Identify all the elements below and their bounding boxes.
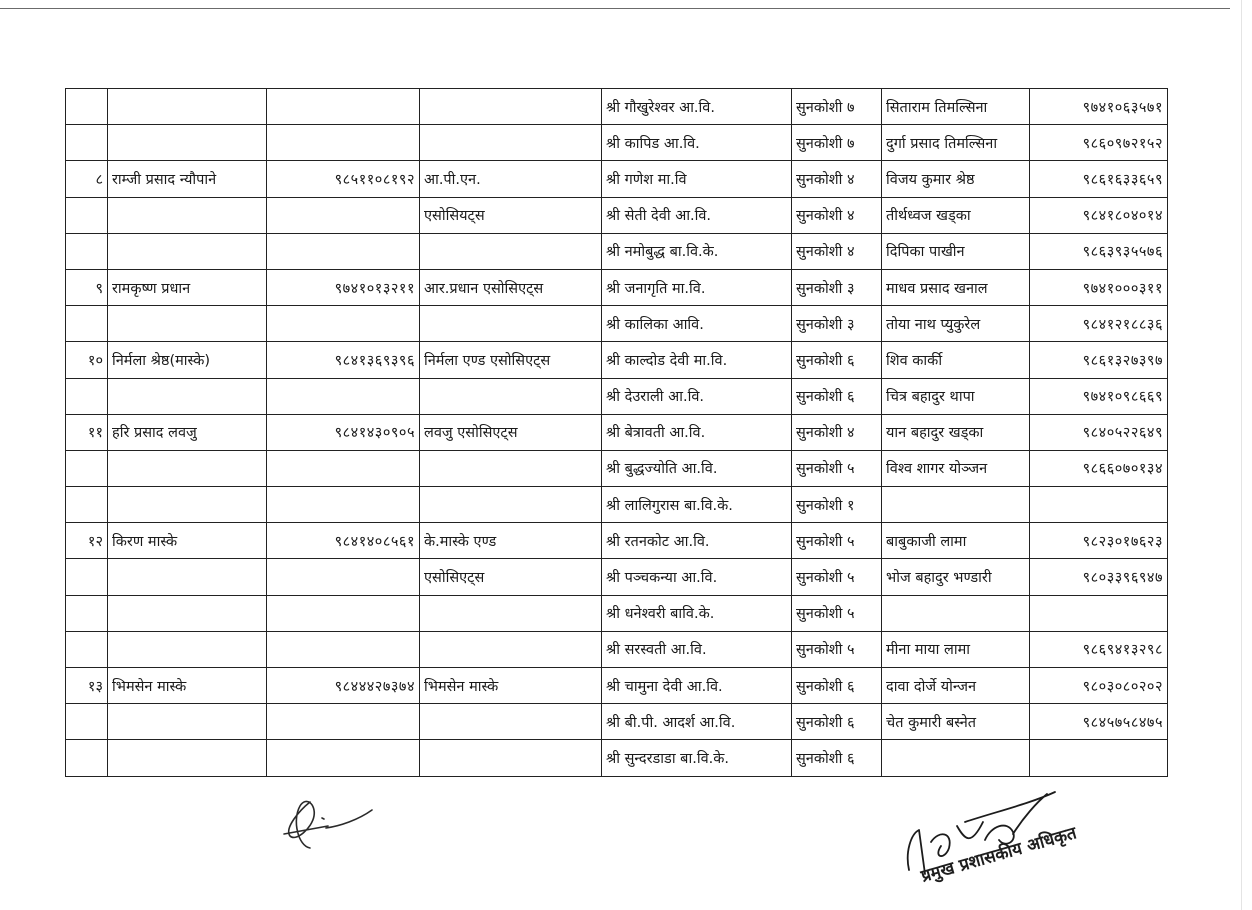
- cell-address: सुनकोशी ६: [792, 740, 882, 776]
- cell-school-name: श्री चामुना देवी आ.वि.: [602, 668, 792, 704]
- table-body: [66, 89, 1168, 777]
- cell-firm-name: [420, 89, 602, 125]
- cell-headteacher: भोज बहादुर भण्डारी: [882, 559, 1030, 595]
- cell-sn: [66, 233, 108, 269]
- cell-firm-name: [420, 125, 602, 161]
- table-row: [66, 631, 1168, 667]
- cell-consultant-phone: ९८५११०८१९२: [267, 161, 420, 197]
- cell-headteacher-phone: ९८२३०१७६२३: [1030, 523, 1168, 559]
- cell-address: सुनकोशी ४: [792, 197, 882, 233]
- cell-sn: ११: [66, 414, 108, 450]
- cell-consultant-phone: [267, 306, 420, 342]
- cell-consultant-phone: [267, 233, 420, 269]
- cell-headteacher: विजय कुमार श्रेष्ठ: [882, 161, 1030, 197]
- table-row: [66, 704, 1168, 740]
- cell-sn: [66, 378, 108, 414]
- table-row: [66, 487, 1168, 523]
- cell-school-name: श्री देउराली आ.वि.: [602, 378, 792, 414]
- cell-address: सुनकोशी ६: [792, 378, 882, 414]
- cell-headteacher-phone: [1030, 740, 1168, 776]
- cell-headteacher-phone: ९८४५७५८४७५: [1030, 704, 1168, 740]
- cell-consultant-name: [108, 306, 267, 342]
- cell-firm-name: एसोसिएट्स: [420, 559, 602, 595]
- cell-firm-name: [420, 378, 602, 414]
- table-row: [66, 89, 1168, 125]
- table-row: [66, 523, 1168, 559]
- cell-headteacher-phone: ९७४१०६३५७१: [1030, 89, 1168, 125]
- cell-headteacher-phone: ९८६०९७२१५२: [1030, 125, 1168, 161]
- cell-sn: ९: [66, 269, 108, 305]
- cell-consultant-phone: ९८४१४०८५६१: [267, 523, 420, 559]
- cell-headteacher-phone: ९८६६०७०१३४: [1030, 450, 1168, 486]
- cell-headteacher-phone: ९८६९४१३२९८: [1030, 631, 1168, 667]
- cell-address: सुनकोशी ५: [792, 559, 882, 595]
- cell-firm-name: [420, 233, 602, 269]
- cell-consultant-name: [108, 125, 267, 161]
- cell-address: सुनकोशी ६: [792, 342, 882, 378]
- cell-firm-name: [420, 450, 602, 486]
- cell-consultant-name: [108, 740, 267, 776]
- cell-school-name: श्री धनेश्वरी बावि.के.: [602, 595, 792, 631]
- signature-left: [270, 788, 380, 858]
- cell-headteacher-phone: ९८०३३९६९४७: [1030, 559, 1168, 595]
- cell-sn: [66, 631, 108, 667]
- table-row: [66, 306, 1168, 342]
- cell-firm-name: एसोसियट्स: [420, 197, 602, 233]
- table-row: [66, 595, 1168, 631]
- cell-firm-name: [420, 487, 602, 523]
- cell-address: सुनकोशी ७: [792, 89, 882, 125]
- cell-address: सुनकोशी ३: [792, 269, 882, 305]
- cell-address: सुनकोशी ४: [792, 414, 882, 450]
- cell-consultant-phone: [267, 197, 420, 233]
- cell-consultant-phone: [267, 450, 420, 486]
- cell-headteacher: यान बहादुर खड्का: [882, 414, 1030, 450]
- cell-headteacher: शिव कार्की: [882, 342, 1030, 378]
- cell-address: सुनकोशी ५: [792, 523, 882, 559]
- cell-school-name: श्री पञ्चकन्या आ.वि.: [602, 559, 792, 595]
- cell-address: सुनकोशी ६: [792, 668, 882, 704]
- cell-headteacher-phone: ९८६१६३३६५९: [1030, 161, 1168, 197]
- cell-consultant-phone: [267, 740, 420, 776]
- cell-consultant-name: भिमसेन मास्के: [108, 668, 267, 704]
- cell-school-name: श्री गौखुरेश्वर आ.वि.: [602, 89, 792, 125]
- table-row: [66, 450, 1168, 486]
- table-row: [66, 414, 1168, 450]
- cell-sn: [66, 306, 108, 342]
- cell-sn: [66, 559, 108, 595]
- cell-headteacher-phone: ९८६१३२७३९७: [1030, 342, 1168, 378]
- cell-headteacher: तोया नाथ प्युकुरेल: [882, 306, 1030, 342]
- cell-headteacher-phone: ९८४१८०४०१४: [1030, 197, 1168, 233]
- cell-address: सुनकोशी ६: [792, 704, 882, 740]
- table-row: [66, 378, 1168, 414]
- cell-sn: [66, 487, 108, 523]
- cell-consultant-phone: [267, 378, 420, 414]
- table-row: [66, 197, 1168, 233]
- cell-consultant-name: [108, 450, 267, 486]
- cell-headteacher: मीना माया लामा: [882, 631, 1030, 667]
- cell-consultant-name: किरण मास्के: [108, 523, 267, 559]
- cell-firm-name: के.मास्के एण्ड: [420, 523, 602, 559]
- table-row: [66, 342, 1168, 378]
- cell-headteacher: [882, 740, 1030, 776]
- table-row: [66, 559, 1168, 595]
- cell-address: सुनकोशी ४: [792, 161, 882, 197]
- table-row: [66, 233, 1168, 269]
- cell-firm-name: आर.प्रधान एसोसिएट्स: [420, 269, 602, 305]
- cell-consultant-phone: [267, 559, 420, 595]
- cell-school-name: श्री सरस्वती आ.वि.: [602, 631, 792, 667]
- cell-consultant-name: [108, 487, 267, 523]
- table-row: [66, 740, 1168, 776]
- scan-right-edge: [1241, 0, 1242, 910]
- cell-sn: [66, 595, 108, 631]
- cell-sn: १३: [66, 668, 108, 704]
- cell-firm-name: [420, 631, 602, 667]
- cell-school-name: श्री सेती देवी आ.वि.: [602, 197, 792, 233]
- cell-headteacher-phone: ९७४१०९८६६९: [1030, 378, 1168, 414]
- officer-signature-stamp: [895, 782, 1125, 892]
- cell-sn: [66, 89, 108, 125]
- cell-consultant-name: रामकृष्ण प्रधान: [108, 269, 267, 305]
- table-row: [66, 269, 1168, 305]
- cell-consultant-name: निर्मला श्रेष्ठ(मास्के): [108, 342, 267, 378]
- cell-headteacher: बाबुकाजी लामा: [882, 523, 1030, 559]
- cell-headteacher-phone: ९७४१०००३११: [1030, 269, 1168, 305]
- cell-firm-name: [420, 704, 602, 740]
- cell-firm-name: [420, 306, 602, 342]
- cell-headteacher-phone: [1030, 487, 1168, 523]
- cell-sn: १२: [66, 523, 108, 559]
- cell-headteacher: विश्व शागर योञ्जन: [882, 450, 1030, 486]
- cell-school-name: श्री नमोबुद्ध बा.वि.के.: [602, 233, 792, 269]
- cell-consultant-name: राम्जी प्रसाद न्यौपाने: [108, 161, 267, 197]
- cell-consultant-name: [108, 559, 267, 595]
- cell-consultant-phone: [267, 704, 420, 740]
- table-row: [66, 125, 1168, 161]
- cell-consultant-phone: [267, 487, 420, 523]
- cell-address: सुनकोशी ७: [792, 125, 882, 161]
- cell-firm-name: भिमसेन मास्के: [420, 668, 602, 704]
- table-row: [66, 668, 1168, 704]
- cell-consultant-name: [108, 595, 267, 631]
- cell-headteacher: माधव प्रसाद खनाल: [882, 269, 1030, 305]
- cell-school-name: श्री सुन्दरडाडा बा.वि.के.: [602, 740, 792, 776]
- cell-headteacher-phone: ९८६३९३५५७६: [1030, 233, 1168, 269]
- cell-headteacher: दावा दोर्जे योन्जन: [882, 668, 1030, 704]
- cell-firm-name: निर्मला एण्ड एसोसिएट्स: [420, 342, 602, 378]
- cell-address: सुनकोशी ४: [792, 233, 882, 269]
- cell-consultant-phone: [267, 631, 420, 667]
- cell-school-name: श्री बी.पी. आदर्श आ.वि.: [602, 704, 792, 740]
- cell-consultant-phone: ९८४१३६९३९६: [267, 342, 420, 378]
- cell-headteacher: [882, 487, 1030, 523]
- cell-school-name: श्री बेत्रावती आ.वि.: [602, 414, 792, 450]
- table-row: [66, 161, 1168, 197]
- cell-address: सुनकोशी १: [792, 487, 882, 523]
- cell-consultant-phone: ९७४१०१३२११: [267, 269, 420, 305]
- cell-firm-name: [420, 595, 602, 631]
- cell-headteacher: चित्र बहादुर थापा: [882, 378, 1030, 414]
- cell-consultant-phone: [267, 125, 420, 161]
- cell-consultant-phone: ९८४१४३०९०५: [267, 414, 420, 450]
- cell-headteacher: दिपिका पाखीन: [882, 233, 1030, 269]
- cell-firm-name: [420, 740, 602, 776]
- cell-consultant-name: [108, 631, 267, 667]
- scan-top-rule: [0, 8, 1230, 9]
- cell-consultant-phone: [267, 89, 420, 125]
- cell-consultant-phone: ९८४४४२७३७४: [267, 668, 420, 704]
- cell-sn: १०: [66, 342, 108, 378]
- cell-sn: [66, 450, 108, 486]
- cell-address: सुनकोशी ५: [792, 595, 882, 631]
- cell-address: सुनकोशी ५: [792, 631, 882, 667]
- cell-school-name: श्री लालिगुरास बा.वि.के.: [602, 487, 792, 523]
- cell-headteacher: दुर्गा प्रसाद तिमल्सिना: [882, 125, 1030, 161]
- cell-headteacher: तीर्थध्वज खड्का: [882, 197, 1030, 233]
- cell-school-name: श्री रतनकोट आ.वि.: [602, 523, 792, 559]
- cell-school-name: श्री गणेश मा.वि: [602, 161, 792, 197]
- cell-consultant-name: [108, 233, 267, 269]
- cell-school-name: श्री जनागृति मा.वि.: [602, 269, 792, 305]
- cell-consultant-name: [108, 197, 267, 233]
- cell-school-name: श्री काल्दोड देवी मा.वि.: [602, 342, 792, 378]
- cell-consultant-phone: [267, 595, 420, 631]
- cell-school-name: श्री कापिड आ.वि.: [602, 125, 792, 161]
- cell-headteacher: चेत कुमारी बस्नेत: [882, 704, 1030, 740]
- stamp-text: प्रमुख प्रशासकीय अधिकृत: [918, 823, 1079, 887]
- cell-headteacher-phone: ९८४०५२२६४९: [1030, 414, 1168, 450]
- cell-school-name: श्री कालिका आवि.: [602, 306, 792, 342]
- cell-sn: [66, 740, 108, 776]
- cell-headteacher: [882, 595, 1030, 631]
- cell-headteacher: सिताराम तिमल्सिना: [882, 89, 1030, 125]
- cell-sn: ८: [66, 161, 108, 197]
- school-assignment-table: [65, 88, 1168, 777]
- cell-sn: [66, 197, 108, 233]
- cell-address: सुनकोशी ५: [792, 450, 882, 486]
- cell-headteacher-phone: ९८०३०८०२०२: [1030, 668, 1168, 704]
- cell-headteacher-phone: ९८४१२१८८३६: [1030, 306, 1168, 342]
- cell-sn: [66, 704, 108, 740]
- cell-consultant-name: [108, 704, 267, 740]
- cell-firm-name: आ.पी.एन.: [420, 161, 602, 197]
- cell-school-name: श्री बुद्धज्योति आ.वि.: [602, 450, 792, 486]
- cell-address: सुनकोशी ३: [792, 306, 882, 342]
- cell-firm-name: लवजु एसोसिएट्स: [420, 414, 602, 450]
- cell-consultant-name: [108, 89, 267, 125]
- cell-consultant-name: हरि प्रसाद लवजु: [108, 414, 267, 450]
- cell-sn: [66, 125, 108, 161]
- cell-headteacher-phone: [1030, 595, 1168, 631]
- cell-consultant-name: [108, 378, 267, 414]
